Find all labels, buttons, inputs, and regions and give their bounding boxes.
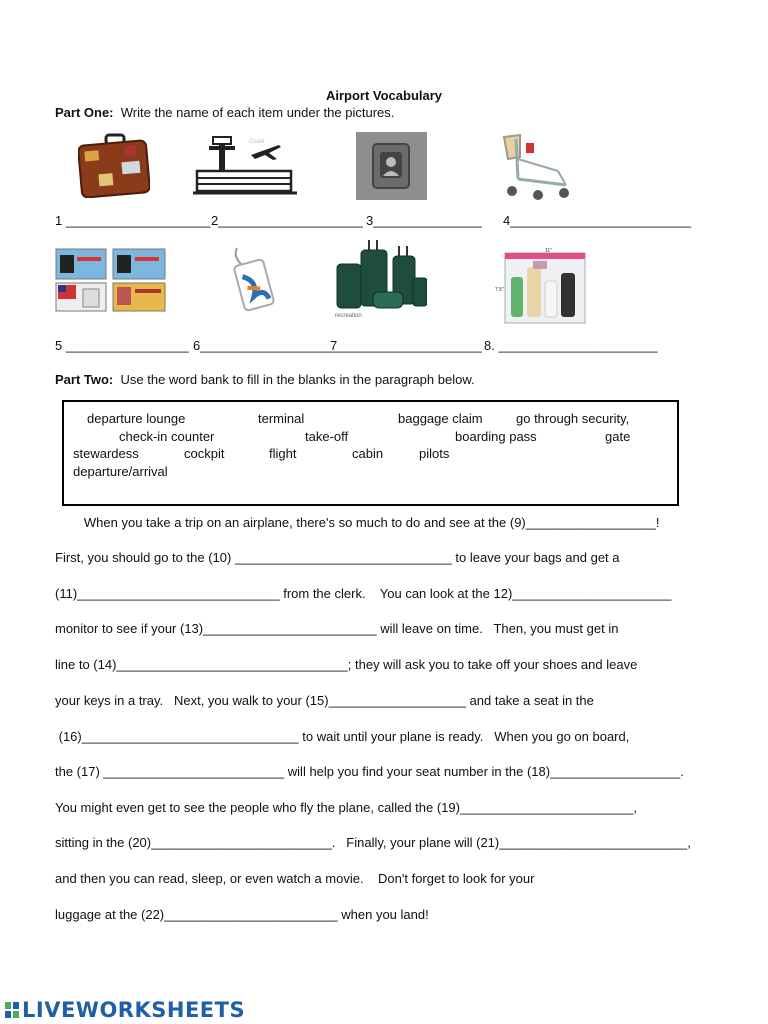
liveworksheets-logo[interactable] [4, 998, 245, 1022]
toiletries-bag-icon [495, 247, 589, 325]
word-boarding-pass: boarding pass [455, 429, 537, 444]
bag-height-label: 7.5" [495, 287, 504, 293]
luggage-set-icon [333, 238, 427, 320]
word-go-through-security: go through security, [516, 411, 630, 426]
answer-line-2[interactable]: 2____________________ [211, 213, 363, 228]
luggage-cart-icon [496, 131, 574, 203]
answer-line-3[interactable]: 3_______________ [366, 213, 482, 228]
luggage-set-caption: recreation [335, 313, 362, 319]
word-baggage-claim: baggage claim [398, 411, 483, 426]
part-one-heading [55, 105, 394, 120]
luggage-tag-icon [229, 246, 281, 312]
liveworksheets-logo-text: LIVEWORKSHEETS [22, 998, 246, 1022]
word-pilots: pilots [419, 446, 450, 461]
id-cards-icon [55, 247, 167, 313]
paragraph-line-8[interactable]: the (17) _________________________ will help you find your seat number in the (18)__________________. [55, 764, 684, 779]
word-take-off: take-off [305, 429, 349, 444]
suitcase-icon [78, 133, 150, 198]
passport-icon [356, 132, 427, 200]
paragraph-line-5[interactable]: line to (14)________________________________; they will ask you to take off your shoes and leave [55, 657, 638, 672]
answer-line-1[interactable]: 1 ____________________ [55, 213, 211, 228]
paragraph-line-11: and then you can read, sleep, or even watch a movie. Don't forget to look for your [55, 871, 535, 886]
answer-line-5[interactable]: 5 _________________ [55, 338, 189, 353]
paragraph-line-9[interactable]: You might even get to see the people who fly the plane, called the (19)________________________, [55, 800, 638, 815]
paragraph-line-3[interactable]: (11)____________________________ from the clerk. You can look at the 12)______________________ [55, 586, 672, 601]
word-departure-lounge: departure lounge [87, 411, 186, 426]
paragraph-line-12[interactable]: luggage at the (22)________________________ when you land! [55, 907, 429, 922]
word-check-in-counter: check-in counter [119, 429, 215, 444]
answer-line-6[interactable]: 6___________________ [193, 338, 338, 353]
paragraph-line-4[interactable]: monitor to see if your (13)________________________ will leave on time. Then, you must get in [55, 621, 619, 636]
word-stewardess: stewardess [73, 446, 139, 461]
paragraph-line-2[interactable]: First, you should go to the (10) ______________________________ to leave your bags and get a [55, 550, 620, 565]
svg-text:Coast: Coast [249, 139, 265, 145]
word-gate: gate [605, 429, 631, 444]
word-flight: flight [269, 446, 297, 461]
worksheet-title: Airport Vocabulary [325, 88, 443, 103]
paragraph-line-7[interactable]: (16)______________________________ to wait until your plane is ready. When you go on board, [55, 729, 630, 744]
airport-terminal-icon [193, 133, 297, 197]
part-two-instruction: Use the word bank to fill in the blanks in the paragraph below. [120, 372, 475, 387]
answer-line-8[interactable]: 8. ______________________ [484, 338, 658, 353]
part-one-instruction: Write the name of each item under the pictures. [120, 105, 395, 120]
part-two-label: Part Two: [55, 372, 114, 387]
word-cockpit: cockpit [184, 446, 225, 461]
part-one-label: Part One: [55, 105, 114, 120]
answer-line-7[interactable]: 7____________________ [330, 338, 482, 353]
word-terminal: terminal [258, 411, 305, 426]
bag-width-label: 11" [545, 248, 552, 254]
word-cabin: cabin [352, 446, 384, 461]
liveworksheets-logo-icon [4, 1001, 20, 1019]
paragraph-line-6[interactable]: your keys in a tray. Next, you walk to your (15)___________________ and take a seat in the [55, 693, 594, 708]
answer-line-4[interactable]: 4_________________________ [503, 213, 691, 228]
paragraph-line-10[interactable]: sitting in the (20)_________________________. Finally, your plane will (21)__________________________, [55, 835, 691, 850]
part-two-heading [55, 372, 475, 387]
word-departure-arrival: departure/arrival [73, 464, 168, 479]
paragraph-line-1[interactable]: When you take a trip on an airplane, there's so much to do and see at the (9)__________________! [55, 515, 660, 530]
